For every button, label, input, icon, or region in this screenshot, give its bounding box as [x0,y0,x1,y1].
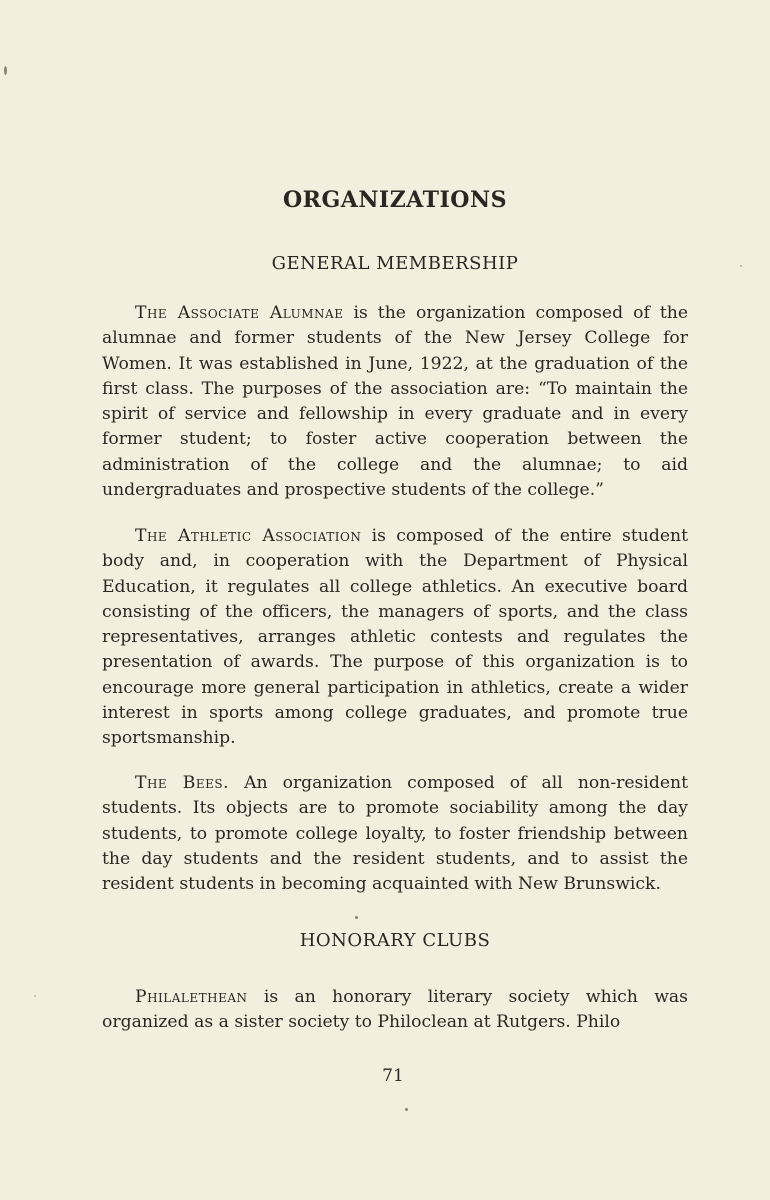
paper-speck [4,66,7,75]
section-heading-honorary-clubs: HONORARY CLUBS [299,930,491,951]
paragraph-body: is the organization composed of the alumnae and former students of the New Jersey College for Women. It was established in June, 1922, at the graduation of the first class. The purposes of the association are: “To maintain the spirit of service and fellowship in every graduate and in every former student; to foster active cooperation between the administration of the college and the alumnae; to aid undergraduates and prospective students of the college.” [102,303,688,501]
page-title: ORGANIZATIONS [283,187,507,213]
page-number: 71 [382,1066,404,1086]
paper-speck [405,1108,408,1111]
paragraph-lead: The Bees. [135,773,230,793]
paragraph-associate-alumnae [102,301,688,503]
paragraph-body: is composed of the entire student body and, in cooperation with the Department of Physical Education, it regulates all college athletics. An executive board consisting of the officers, the managers of sports, and the class representatives, arranges athletic contests and regulates the presentation of awards. The purpose of this organization is to encourage more general participation in athletics, create a wider interest in sports among college graduates, and promote true sportsmanship. [102,526,688,749]
paragraph-lead: The Athletic Association [135,526,362,546]
paragraph-lead: Philalethean [135,987,248,1007]
paragraph-body: is an honorary literary society which was organized as a sister society to Philoclean at Rutgers. Philo [102,987,688,1033]
paragraph-the-bees [102,771,688,897]
paragraph-body: An organization composed of all non-resident students. Its objects are to promote sociability among the day students, to promote college loyalty, to foster friendship between the day students and the resident students, and to assist the resident students in becoming acquainted with New Brunswick. [102,773,688,895]
paper-speck [740,265,742,267]
paragraph-philalethean [102,985,688,1036]
section-heading-general-membership: GENERAL MEMBERSHIP [271,253,519,274]
paragraph-lead: The Associate Alumnae [135,303,344,323]
paper-speck [355,916,358,919]
paper-speck [34,995,36,997]
paragraph-athletic-association [102,524,688,752]
